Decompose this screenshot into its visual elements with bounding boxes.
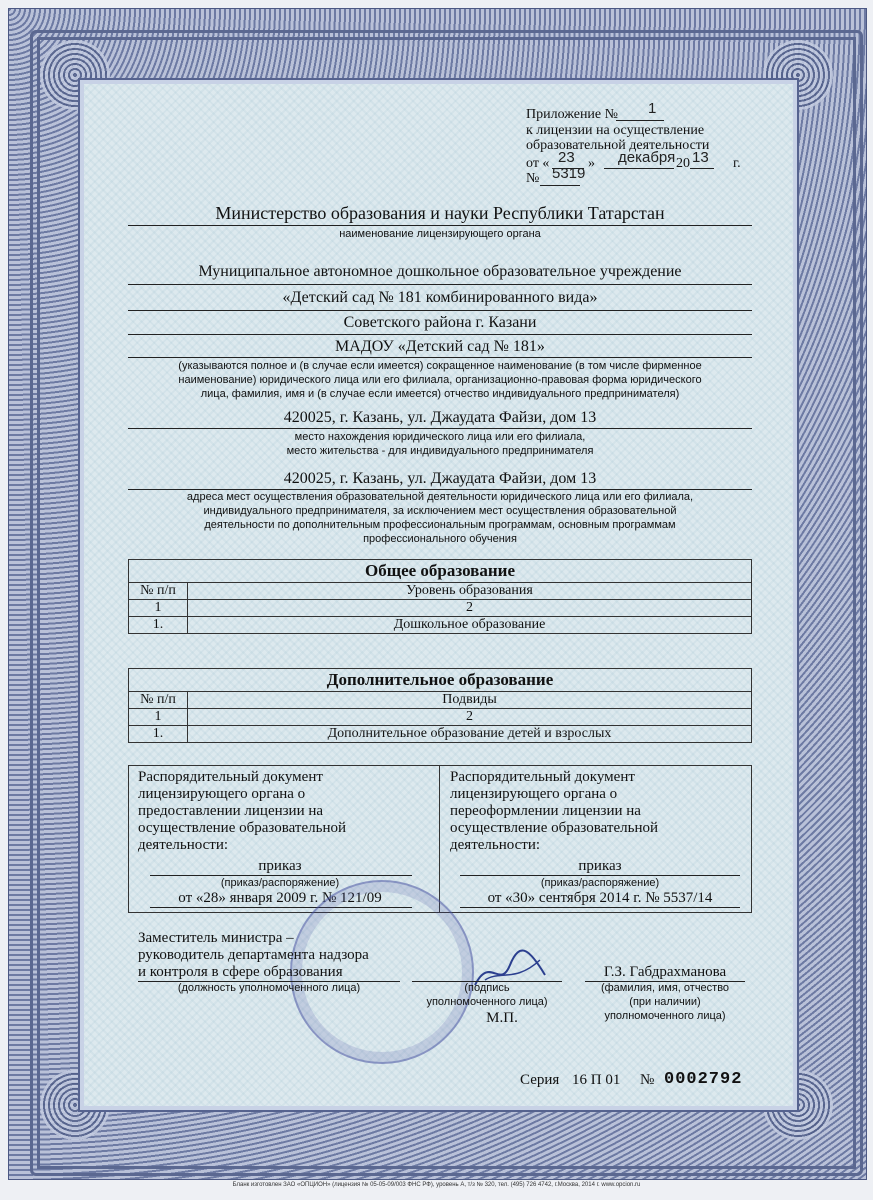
org-short-name: МАДОУ «Детский сад № 181» [335, 338, 545, 355]
order-right-line2: лицензирующего органа о [450, 786, 618, 802]
org-caption-2: наименование) юридического лица или его филиала, организационно-правовая форма юридического [178, 374, 702, 386]
appendix-line2: к лицензии на осуществление [526, 123, 705, 138]
column-header-subtype: Подвиды [188, 692, 752, 709]
additional-education-table [128, 668, 752, 743]
column-header-number: № п/п [129, 583, 188, 600]
row-number: 1. [129, 617, 188, 634]
additional-education-title: Дополнительное образование [129, 669, 752, 692]
order-left-line5: деятельности: [138, 837, 229, 853]
org-caption-1: (указываются полное и (в случае если имеется) сокращенное наименование (в том числе фирменное [178, 360, 702, 372]
series-number: 0002792 [664, 1070, 743, 1089]
order-right-type-caption: (приказ/распоряжение) [540, 877, 660, 889]
table-row [129, 726, 752, 743]
general-education-title: Общее образование [129, 560, 752, 583]
org-name-line1: Муниципальное автономное дошкольное образовательное учреждение [198, 263, 682, 280]
stamp-place: М.П. [486, 1010, 518, 1026]
activity-caption-1: адреса мест осуществления образовательной деятельности юридического лица или его филиала, [186, 491, 694, 503]
appendix-year: 13 [692, 149, 709, 166]
printer-imprint: Бланк изготовлен ЗАО «ОПЦИОН» (лицензия № 05-05-09/003 ФНС РФ), уровень А, т/з № 320, тел. (495) 726 4742, г.Москва, 2014 г. www.opcion.ru [232, 1182, 641, 1188]
appendix-date-mid: » [588, 156, 595, 171]
appendix-number: 1 [648, 100, 657, 117]
column-header-number: № п/п [129, 692, 188, 709]
signature-caption-2: уполномоченного лица) [426, 996, 548, 1008]
name-caption-2: (при наличии) [629, 996, 701, 1008]
order-left-line1: Распорядительный документ [138, 769, 323, 785]
column-index-2: 2 [188, 709, 752, 726]
table-row [129, 617, 752, 634]
activity-caption-3: деятельности по дополнительным профессиональным программам, основным программам [204, 519, 676, 531]
column-header-level: Уровень образования [188, 583, 752, 600]
org-caption-3: лица, фамилия, имя и (в случае если имеется) отчество индивидуального предпринимателя) [200, 388, 680, 400]
name-caption-1: (фамилия, имя, отчество [600, 982, 730, 994]
order-left-date: от «28» января 2009 г. № 121/09 [178, 890, 382, 906]
authority-caption: наименование лицензирующего органа [339, 228, 541, 240]
activity-caption-4: профессионального обучения [363, 533, 517, 545]
series-number-label: № [640, 1072, 655, 1088]
order-right-line1: Распорядительный документ [450, 769, 635, 785]
order-left-type-caption: (приказ/распоряжение) [220, 877, 340, 889]
signatory-position-3: и контроля в сфере образования [138, 964, 343, 980]
order-right-date: от «30» сентября 2014 г. № 5537/14 [487, 890, 713, 906]
appendix-line3: образовательной деятельности [526, 138, 710, 153]
signatory-position-2: руководитель департамента надзора [138, 947, 369, 963]
order-left-line3: предоставлении лицензии на [138, 803, 324, 819]
order-left-line2: лицензирующего органа о [138, 786, 306, 802]
series-value: 16 П 01 [572, 1072, 621, 1088]
order-right-line4: осуществление образовательной [450, 820, 658, 836]
appendix-day: 23 [558, 149, 575, 166]
location-caption-2: место жительства - для индивидуального предпринимателя [286, 445, 594, 457]
location-caption-1: место нахождения юридического лица или его филиала, [294, 431, 586, 443]
license-number-prefix: № [526, 171, 540, 186]
column-index-1: 1 [129, 709, 188, 726]
signature-caption-1: (подпись [464, 982, 510, 994]
appendix-year-suffix: г. [733, 156, 741, 171]
appendix-year-prefix: 20 [676, 156, 690, 171]
row-number: 1. [129, 726, 188, 743]
row-education-level: Дошкольное образование [188, 617, 752, 634]
order-right-line5: деятельности: [450, 837, 541, 853]
license-number: 5319 [552, 165, 586, 182]
activity-caption-2: индивидуального предпринимателя, за исключением мест осуществления образовательной [203, 505, 677, 517]
org-name-line3: Советского района г. Казани [343, 314, 537, 331]
location-address: 420025, г. Казань, ул. Джаудата Файзи, дом 13 [283, 409, 597, 426]
column-index-2: 2 [188, 600, 752, 617]
appendix-date-prefix: от « [526, 156, 550, 171]
row-education-subtype: Дополнительное образование детей и взрослых [188, 726, 752, 743]
order-left-type: приказ [258, 858, 302, 874]
org-name-line2: «Детский сад № 181 комбинированного вида» [282, 289, 598, 306]
order-left-line4: осуществление образовательной [138, 820, 346, 836]
appendix-prefix: Приложение № [526, 107, 618, 122]
order-right-line3: переоформлении лицензии на [450, 803, 641, 819]
column-index-1: 1 [129, 600, 188, 617]
authority-name: Министерство образования и науки Республики Татарстан [215, 203, 665, 223]
activity-address: 420025, г. Казань, ул. Джаудата Файзи, дом 13 [283, 470, 597, 487]
signatory-position-caption: (должность уполномоченного лица) [177, 982, 361, 994]
appendix-month: декабря [618, 149, 676, 166]
order-right-type: приказ [578, 858, 622, 874]
name-caption-3: уполномоченного лица) [604, 1010, 726, 1022]
series-label: Серия [520, 1072, 560, 1088]
signatory-position-1: Заместитель министра – [138, 930, 294, 946]
general-education-table [128, 559, 752, 634]
signatory-name: Г.З. Габдрахманова [603, 964, 727, 980]
